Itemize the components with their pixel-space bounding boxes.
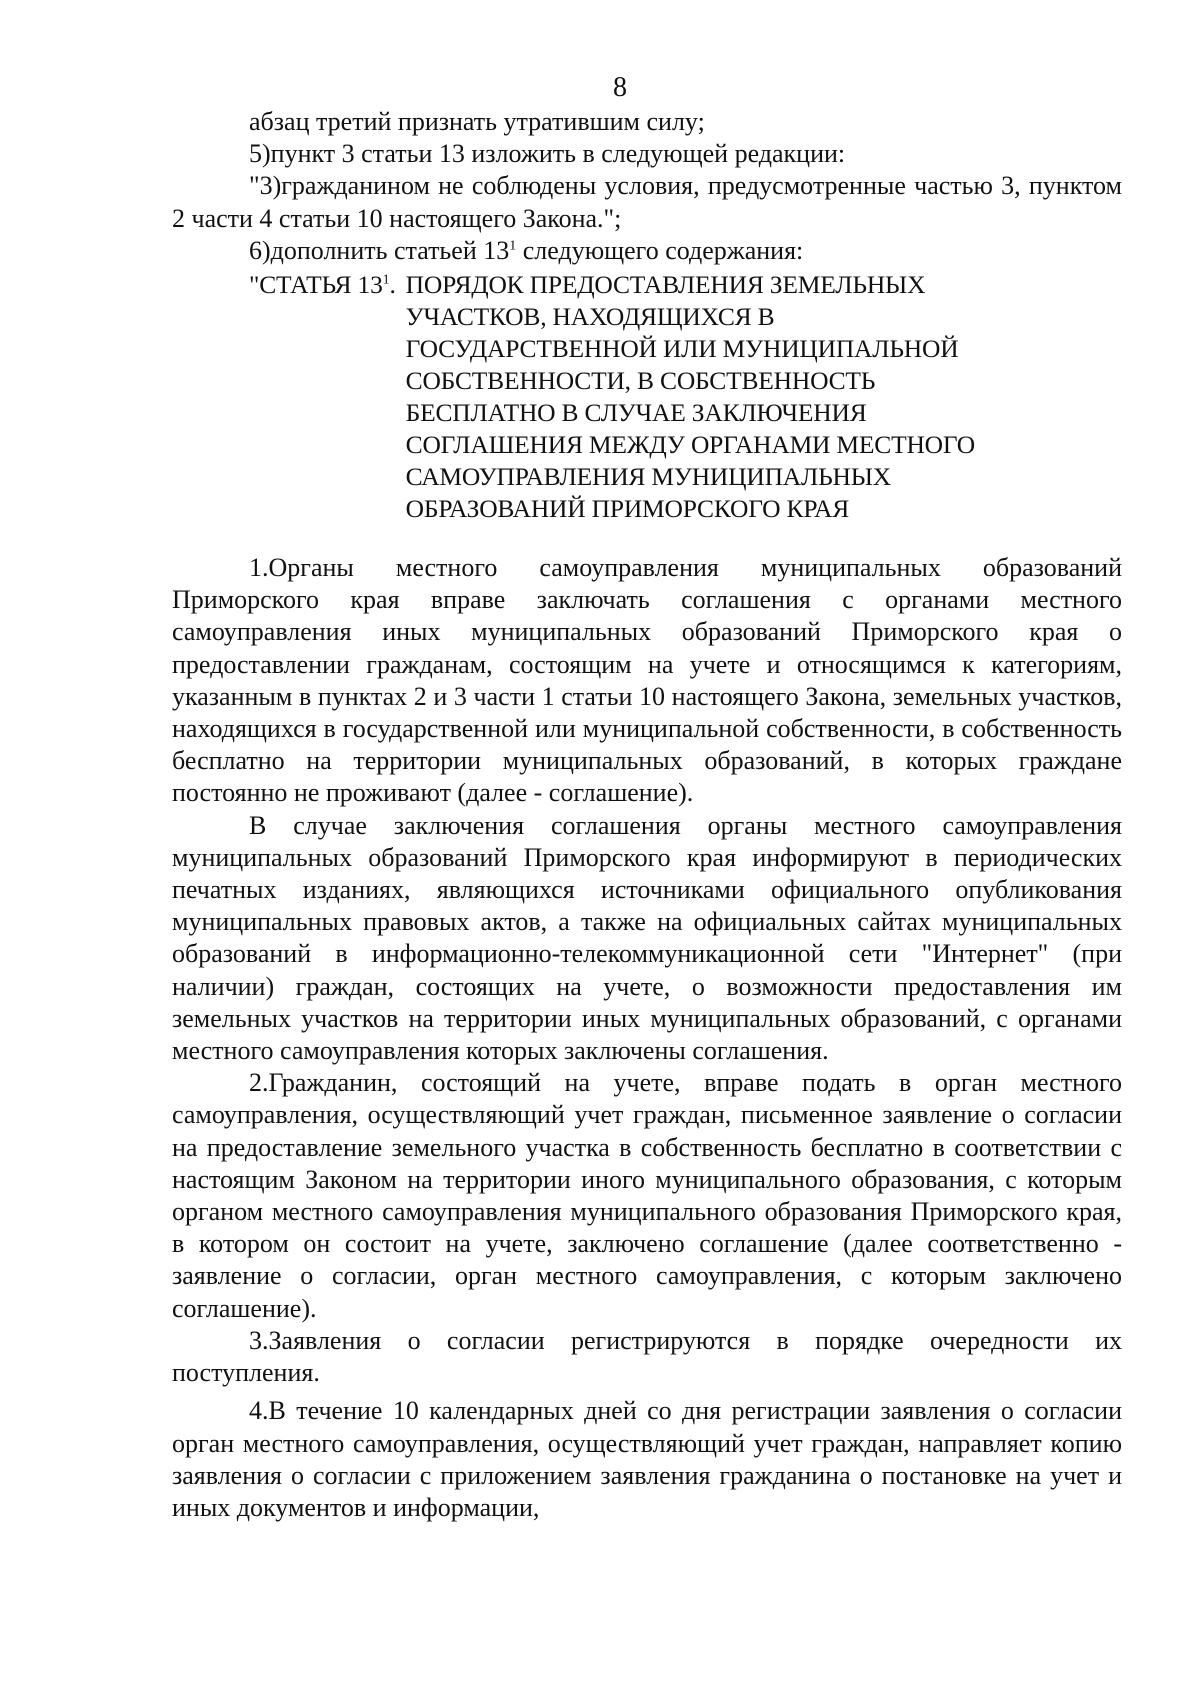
article-number-dot: . — [389, 270, 396, 300]
paragraph-4: 4.В течение 10 календарных дней со дня регистрации заявления о согласии орган местного самоуправления, осуществляющий учет граждан, направляет копию заявления о согласии с приложением заявления гражданина о постановке на учет и иных документов и информации, — [172, 1396, 1122, 1522]
article-heading — [172, 269, 1122, 525]
paragraph-3: 3.Заявления о согласии регистрируются в порядке очередности их поступления. — [172, 1325, 1122, 1388]
superscript: 1 — [382, 272, 390, 288]
intro-line-1: абзац третий признать утратившим силу; — [249, 107, 705, 136]
document-body — [172, 106, 1122, 1524]
intro-line-4-text: 6)дополнить статьей 13 — [249, 235, 510, 265]
intro-line-2: 5)пункт 3 статьи 13 изложить в следующей редакции: — [249, 139, 846, 169]
page-number: 8 — [613, 72, 627, 103]
article-title-line: САМОУПРАВЛЕНИЯ МУНИЦИПАЛЬНЫХ — [405, 462, 892, 492]
article-number — [172, 269, 396, 525]
intro-line-4 — [172, 235, 1122, 267]
article-title-line: СОБСТВЕННОСТИ, В СОБСТВЕННОСТЬ — [405, 366, 876, 396]
article-title — [406, 269, 975, 525]
spacer — [172, 525, 1122, 552]
article-title-line: СОГЛАШЕНИЯ МЕЖДУ ОРГАНАМИ МЕСТНОГО — [405, 430, 976, 460]
intro-line-4-rest: следующего содержания: — [516, 235, 804, 265]
article-title-line: ГОСУДАРСТВЕННОЙ ИЛИ МУНИЦИПАЛЬНОЙ — [405, 334, 959, 364]
article-title-line: БЕСПЛАТНО В СЛУЧАЕ ЗАКЛЮЧЕНИЯ — [405, 398, 867, 428]
intro-line-3: "3)гражданином не соблюдены условия, предусмотренные частью 3, пунктом 2 части 4 статьи 10 настоящего Закона."; — [172, 171, 1122, 233]
paragraph-2: 2.Гражданин, состоящий на учете, вправе подать в орган местного самоуправления, осуществляющий учет граждан, письменное заявление о согласии на предоставление земельного участка в собственность бесплатно в соответствии с настоящим Законом на территории иного муниципального образования, с которым органом местного самоуправления муниципального образования Приморского края, в котором он состоит на учете, заключено соглашение (далее соответственно - заявление о согласии, орган местного самоуправления, с которым заключено соглашение). — [172, 1068, 1122, 1323]
superscript: 1 — [509, 238, 517, 254]
paragraph-1: 1.Органы местного самоуправления муниципальных образований Приморского края вправе заключать соглашения с органами местного самоуправления иных муниципальных образований Приморского края о предоставлении гражданам, состоящим на учете и относящимся к категориям, указанным в пунктах 2 и 3 части 1 статьи 10 настоящего Закона, земельных участков, находящихся в государственной или муниципальной собственности, в собственность бесплатно на территории муниципальных образований, в которых граждане постоянно не проживают (далее - соглашение). — [172, 553, 1122, 808]
article-number-text: "СТАТЬЯ 13 — [249, 270, 383, 300]
article-title-line: УЧАСТКОВ, НАХОДЯЩИХСЯ В — [405, 302, 775, 332]
article-title-line: ОБРАЗОВАНИЙ ПРИМОРСКОГО КРАЯ — [405, 494, 850, 524]
article-title-line: ПОРЯДОК ПРЕДОСТАВЛЕНИЯ ЗЕМЕЛЬНЫХ — [405, 270, 926, 300]
paragraph-1-continued: В случае заключения соглашения органы местного самоуправления муниципальных образований Приморского края информируют в периодических печатных изданиях, являющихся источниками официального опубликования муниципальных правовых актов, а также на официальных сайтах муниципальных образований в информационно-телекоммуникационной сети "Интернет" (при наличии) граждан, состоящих на учете, о возможности предоставления им земельных участков на территории иных муниципальных образований, с органами местного самоуправления которых заключены соглашения. — [172, 810, 1122, 1066]
